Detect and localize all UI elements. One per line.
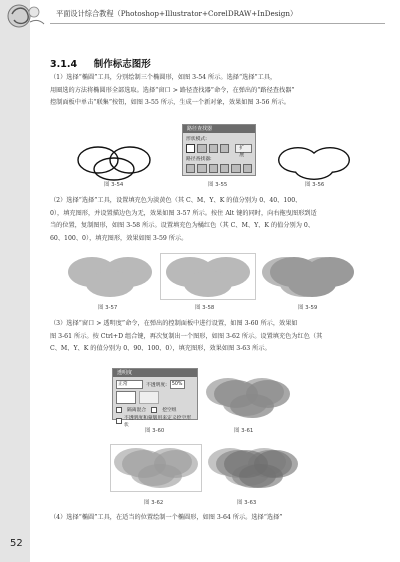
paragraph-line: （4）选择“椭圆”工具，在适当的位置绘制一个椭圆形，如图 3-64 所示。选择“选择” — [50, 514, 283, 521]
paragraph-line: 控制面板中单击“联集”按钮，如图 3-55 所示，生成一个新对象，效果如图 3-56 所示。 — [50, 99, 290, 107]
section-number: 3.1.4 — [50, 59, 78, 70]
opacity-input[interactable]: 50% — [170, 380, 185, 389]
figure-caption: 图 3-57 — [98, 305, 118, 311]
isolate-blending-checkbox[interactable] — [116, 407, 122, 413]
knockout-group-label: 挖空组 — [162, 408, 177, 413]
paragraph-line: 0），填充图形，并设置描边色为无，效果如图 3-57 所示。按住 Alt 键的同时，向右拖曳图形到适 — [50, 209, 317, 217]
opacity-mask-label: 不透明度和蒙版用来定义挖空形状 — [123, 416, 192, 428]
thumbnail-preview — [116, 391, 136, 404]
transparency-panel-title: 透明度 — [113, 369, 197, 377]
left-margin-band — [0, 0, 30, 562]
figure-3-61-image — [202, 372, 292, 424]
section-heading — [50, 56, 151, 70]
paragraph-line: （3）选择“窗口 > 透明度”命令，在弹出的控制面板中进行设置，如图 3-60 所示，效果如 — [50, 320, 298, 327]
figure-3-62-image — [110, 442, 202, 494]
expand-button[interactable]: 扩展 — [235, 144, 252, 153]
paragraph-line: C、M、Y、K 的值分别为 0、90、100、0），填充图形，效果如图 3-63 所示。 — [50, 345, 271, 353]
figure-3-63-image — [204, 442, 300, 494]
paragraph-line: 图 3-61 所示。按 Ctrl+D 组合键，再次复制出一个图形，如图 3-62 所示。设置填充色为红色（其 — [50, 332, 323, 340]
page-number: 52 — [10, 538, 23, 549]
paragraph-line: 60、100、0），填充图形，效果如图 3-59 所示。 — [50, 234, 188, 242]
figure-3-59-image — [258, 250, 358, 302]
paragraph-line: 当的位置，复制图形，如图 3-58 所示。设置填充色为橘红色（其 C、M、Y、K 的值分别为 0、 — [50, 222, 315, 230]
paragraph-1 — [50, 72, 380, 110]
paragraph-line: （2）选择“选择”工具，设置填充色为淡黄色（其 C、M、Y、K 的值分别为 0、40、100、 — [50, 197, 302, 204]
transparency-panel — [112, 368, 198, 428]
pathfinders-label: 路径查找器: — [186, 157, 212, 162]
isolate-blending-label: 隔离混合 — [127, 408, 147, 413]
figure-3-58-image — [160, 250, 256, 302]
knockout-group-checkbox[interactable] — [151, 407, 157, 413]
blend-mode-select[interactable]: 正常 — [116, 380, 143, 389]
figure-caption: 图 3-60 — [145, 428, 165, 434]
header-rule — [50, 23, 385, 24]
book-title: 平面设计综合教程（Photoshop+Illustrator+CorelDRAW+InDesign） — [56, 9, 298, 18]
minus-front-button[interactable] — [197, 144, 206, 153]
unite-button[interactable] — [186, 144, 195, 153]
paragraph-line: （1）选择“椭圆”工具，分别绘制三个椭圆形，如图 3-54 所示。选择“选择”工具， — [50, 74, 277, 81]
pathfinder-panel-title: 路径查找器 — [183, 125, 255, 133]
divide-button[interactable] — [186, 164, 195, 173]
paragraph-line: 用圈选的方法将椭圆形全部选取。选择“窗口 > 路径查找器”命令，在弹出的“路径查找器” — [50, 86, 295, 94]
figure-caption: 图 3-62 — [144, 500, 164, 506]
figure-caption: 图 3-55 — [208, 182, 228, 188]
figure-caption: 图 3-63 — [237, 500, 257, 506]
opacity-mask-checkbox[interactable] — [116, 418, 122, 424]
paragraph-2 — [50, 195, 380, 245]
mask-thumbnail — [139, 391, 159, 404]
merge-button[interactable] — [209, 164, 218, 173]
paragraph-4 — [50, 512, 380, 525]
crop-button[interactable] — [220, 164, 229, 173]
shape-modes-label: 形状模式: — [186, 137, 207, 142]
figure-caption: 图 3-56 — [305, 182, 325, 188]
figure-caption: 图 3-58 — [195, 305, 215, 311]
figure-3-57-image — [62, 250, 158, 302]
figure-caption: 图 3-61 — [234, 428, 254, 434]
figure-3-56-image — [272, 140, 358, 182]
paragraph-3 — [50, 318, 380, 356]
exclude-button[interactable] — [220, 144, 229, 153]
pathfinder-panel — [182, 124, 256, 176]
figure-caption: 图 3-54 — [104, 182, 124, 188]
section-title: 制作标志图形 — [93, 59, 151, 70]
opacity-label: 不透明度: — [146, 383, 167, 388]
outline-button[interactable] — [231, 164, 240, 173]
trim-button[interactable] — [197, 164, 206, 173]
figure-3-54-image — [72, 140, 158, 182]
figure-caption: 图 3-59 — [298, 305, 318, 311]
minus-back-button[interactable] — [243, 164, 252, 173]
intersect-button[interactable] — [209, 144, 218, 153]
book-logo-icon — [4, 2, 48, 32]
